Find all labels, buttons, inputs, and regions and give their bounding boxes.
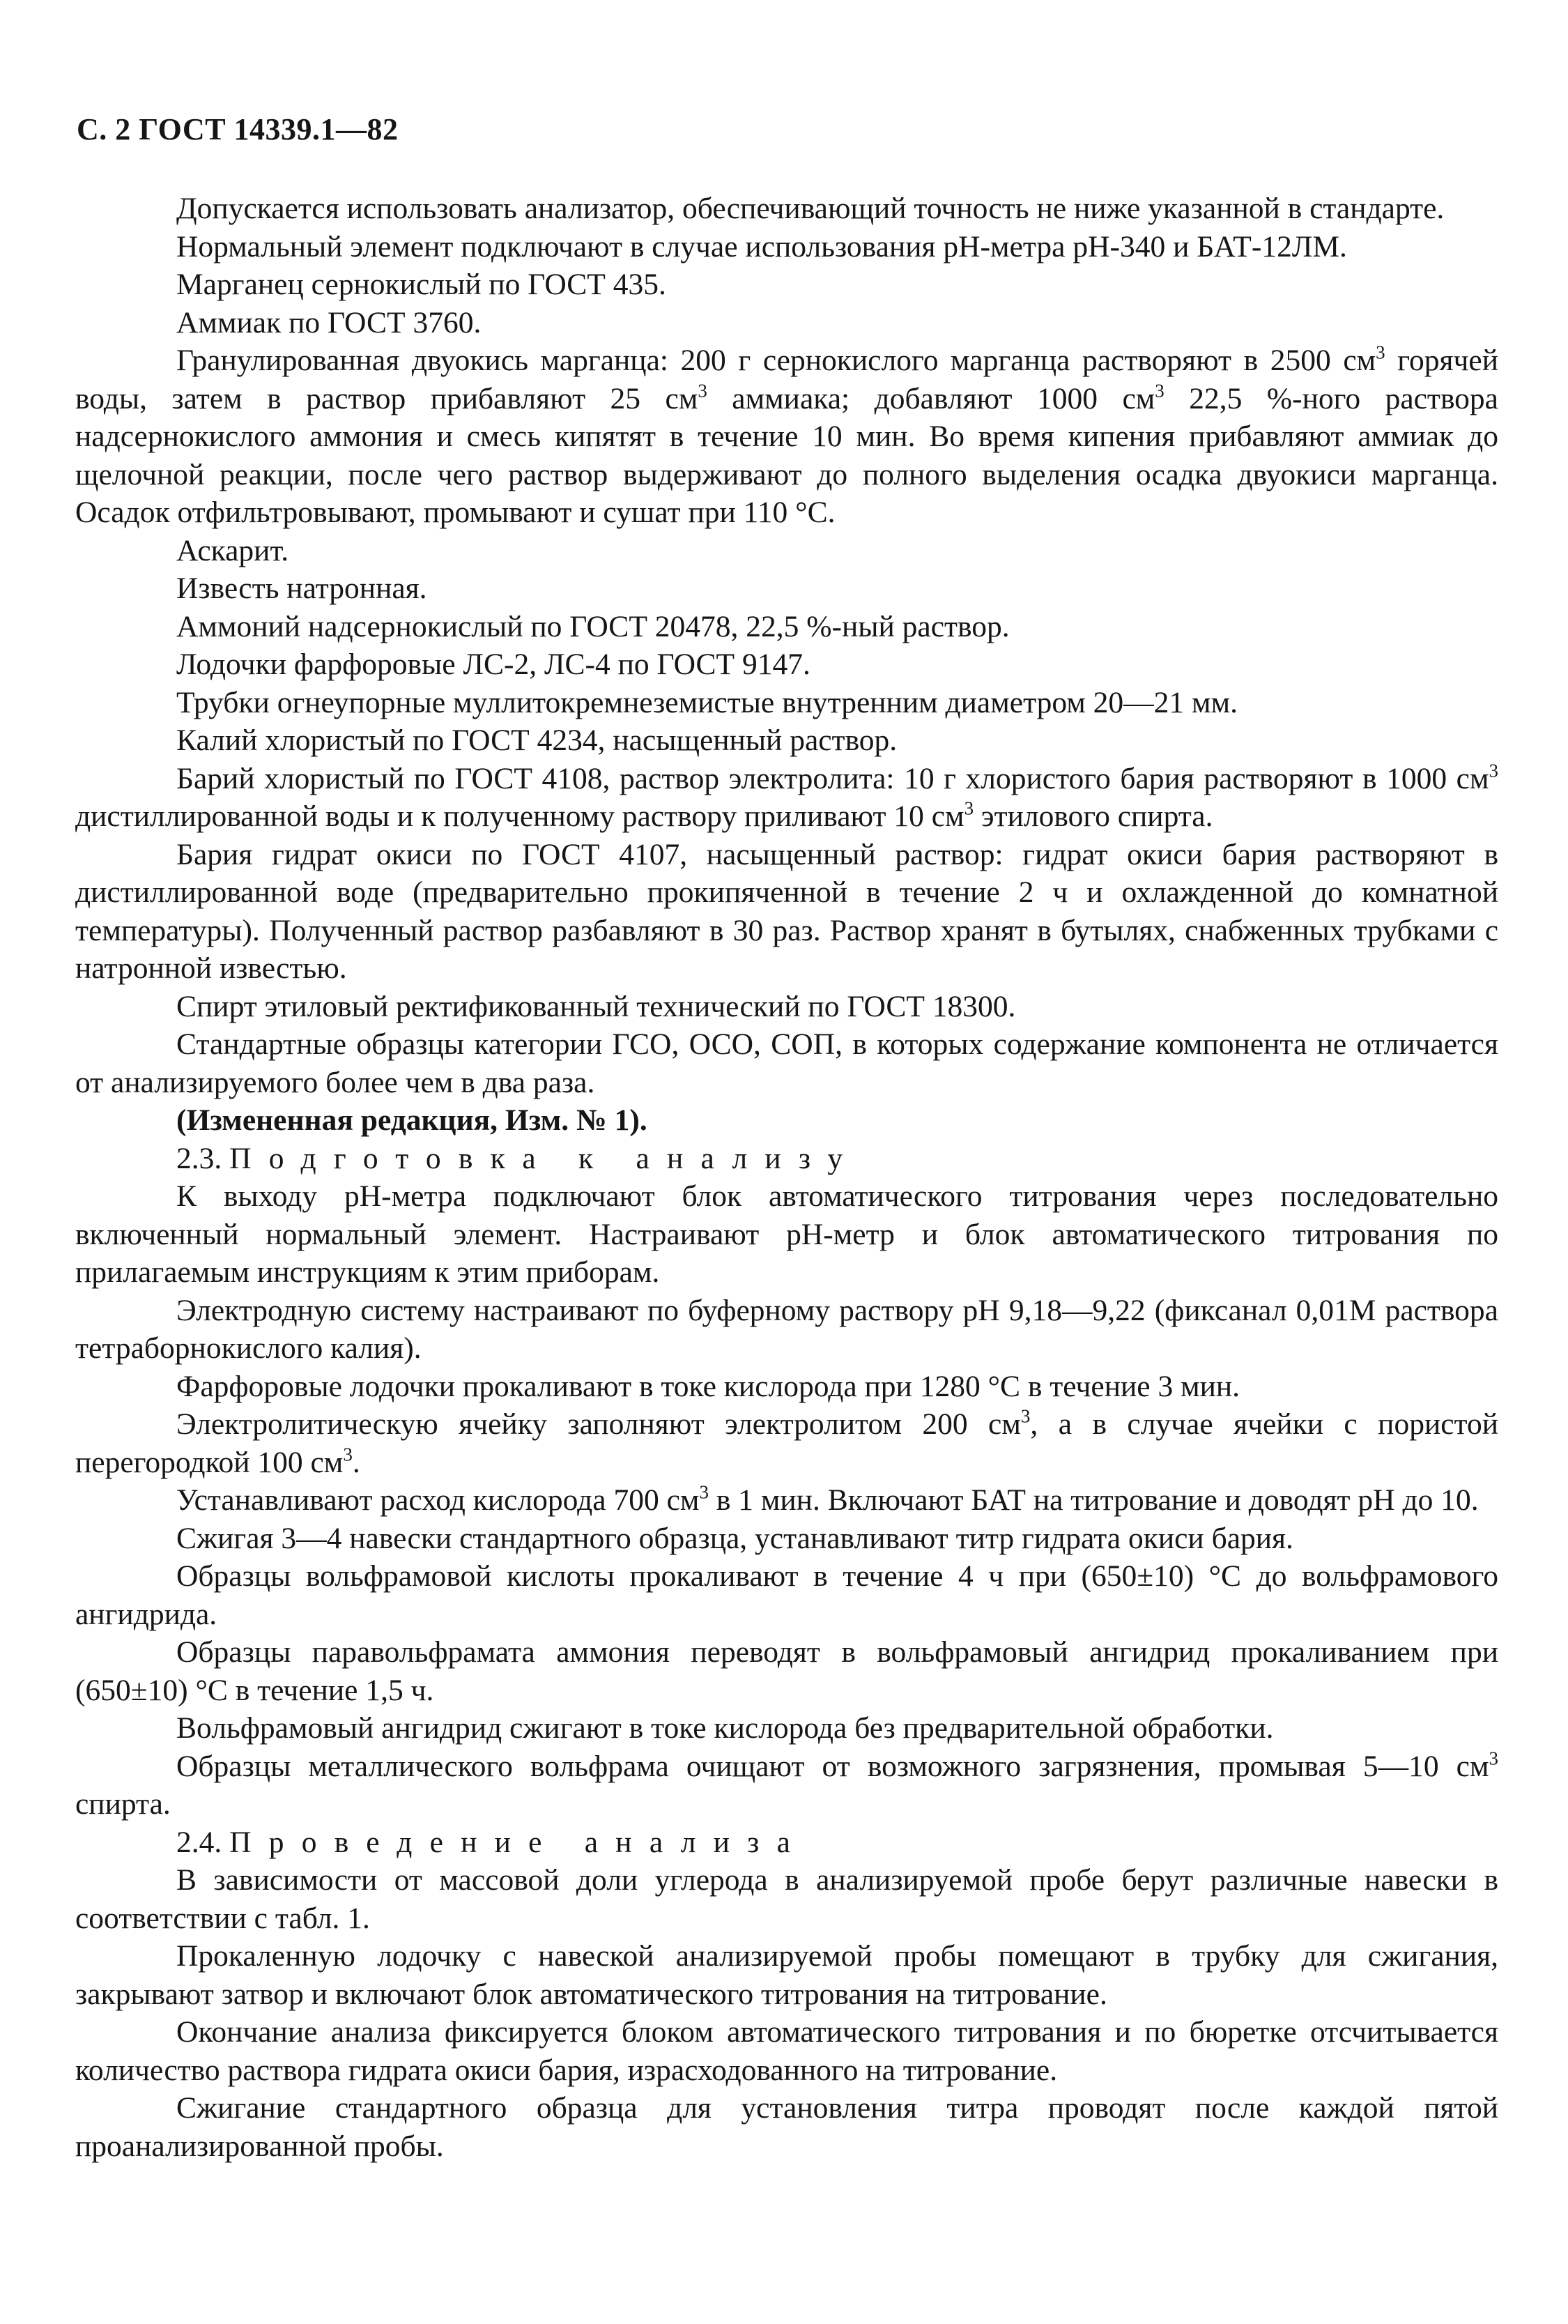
text-run: в 1 мин. Включают БАТ на титрование и доводят pH до 10. xyxy=(716,1483,1479,1517)
paragraph: Аскарит. xyxy=(176,533,289,567)
section-number: 2.4. xyxy=(176,1825,222,1859)
paragraph: Фарфоровые лодочки прокаливают в токе кислорода при 1280 °С в течение 3 мин. xyxy=(176,1369,1240,1403)
paragraph: Нормальный элемент подключают в случае использования pH-метра pH-340 и БАТ-12ЛМ. xyxy=(176,229,1347,263)
paragraph: Вольфрамовый ангидрид сжигают в токе кислорода без предварительной обработки. xyxy=(176,1711,1274,1745)
section-heading-2-4 xyxy=(75,1824,1498,1862)
text-run: Образцы металлического вольфрама очищают от возможного загрязнения, промывая 5—10 см xyxy=(176,1749,1489,1783)
paragraph: К выходу pH-метра подключают блок автоматического титрования через последовательно включенный нормальный элемент. Настраивают pH-метр и блок автоматического титрования по прилагаемым инструкциям к этим приборам. xyxy=(75,1179,1498,1289)
paragraph: В зависимости от массовой доли углерода в анализируемой пробе берут различные навески в соответствии с табл. 1. xyxy=(75,1863,1498,1935)
superscript: 3 xyxy=(1489,759,1498,781)
paragraph: Лодочки фарфоровые ЛС-2, ЛС-4 по ГОСТ 9147. xyxy=(176,648,810,681)
text-run: дистиллированной воды и к полученному раствору приливают 10 см xyxy=(75,800,964,833)
paragraph: Допускается использовать анализатор, обеспечивающий точность не ниже указанной в стандарте. xyxy=(176,192,1445,225)
paragraph: Аммиак по ГОСТ 3760. xyxy=(176,305,482,339)
paragraph: Сжигание стандартного образца для установления титра проводят после каждой пятой проанализированной пробы. xyxy=(75,2091,1498,2163)
superscript: 3 xyxy=(1489,1747,1498,1768)
text-run: . xyxy=(352,1445,360,1479)
paragraph: Марганец сернокислый по ГОСТ 435. xyxy=(176,268,666,301)
text-run: горячей воды, затем в раствор прибавляют 25 см xyxy=(75,344,1498,415)
text-run: этилового спирта. xyxy=(981,800,1213,833)
paragraph: Образцы паравольфрамата аммония переводят в вольфрамовый ангидрид прокаливанием при (650±10) °С в течение 1,5 ч. xyxy=(75,1635,1498,1707)
paragraph: Стандартные образцы категории ГСО, ОСО, СОП, в которых содержание компонента не отличается от анализируемого более чем в два раза. xyxy=(75,1027,1498,1099)
paragraph: Бария гидрат окиси по ГОСТ 4107, насыщенный раствор: гидрат окиси бария растворяют в дистиллированной воде (предварительно прокипяченной в течение 2 ч и охлажденной до комнатной температуры). Полученный раствор разбавляют в 30 раз. Раствор хранят в бутылях, снабженных трубками с натронной известью. xyxy=(75,837,1498,985)
text-run: , а в случае ячейки с пористой перегородкой 100 см xyxy=(75,1407,1498,1479)
paragraph-manganese-dioxide xyxy=(75,342,1498,532)
paragraph: Образцы вольфрамовой кислоты прокаливают в течение 4 ч при (650±10) °С до вольфрамового ангидрида. xyxy=(75,1559,1498,1631)
text-run: Электролитическую ячейку заполняют электролитом 200 см xyxy=(176,1407,1021,1441)
paragraph-tungsten-samples xyxy=(75,1748,1498,1824)
text-run: Устанавливают расход кислорода 700 см xyxy=(176,1483,700,1517)
paragraph: Прокаленную лодочку с навеской анализируемой пробы помещают в трубку для сжигания, закрывают затвор и включают блок автоматического титрования на титрование. xyxy=(75,1939,1498,2011)
text-run: Гранулированная двуокись марганца: 200 г сернокислого марганца растворяют в 2500 см xyxy=(176,344,1376,377)
paragraph-oxygen-flow xyxy=(75,1481,1498,1520)
paragraph-barium-chloride xyxy=(75,760,1498,836)
page-header: С. 2 ГОСТ 14339.1—82 xyxy=(77,112,399,146)
superscript: 3 xyxy=(698,379,707,401)
superscript: 3 xyxy=(343,1443,353,1465)
section-heading-2-3 xyxy=(75,1140,1498,1178)
paragraph: Трубки огнеупорные муллитокремнеземистые внутренним диаметром 20—21 мм. xyxy=(176,685,1238,719)
document-body xyxy=(75,190,1498,2165)
superscript: 3 xyxy=(1155,379,1165,401)
amendment-note: (Измененная редакция, Изм. № 1). xyxy=(176,1103,647,1137)
paragraph: Аммоний надсернокислый по ГОСТ 20478, 22,5 %-ный раствор. xyxy=(176,609,1010,643)
paragraph: Спирт этиловый ректификованный технический по ГОСТ 18300. xyxy=(176,989,1016,1023)
section-title: Проведение анализа xyxy=(229,1825,808,1859)
superscript: 3 xyxy=(1376,342,1385,363)
superscript: 3 xyxy=(1020,1405,1031,1427)
paragraph: Калий хлористый по ГОСТ 4234, насыщенный раствор. xyxy=(176,724,898,757)
paragraph: Сжигая 3—4 навески стандартного образца, устанавливают титр гидрата окиси бария. xyxy=(176,1521,1293,1555)
text-run: Барий хлористый по ГОСТ 4108, раствор электролита: 10 г хлористого бария растворяют в 1000 см xyxy=(176,761,1489,795)
section-number: 2.3. xyxy=(176,1141,222,1175)
paragraph-electrolytic-cell xyxy=(75,1405,1498,1481)
superscript: 3 xyxy=(699,1481,709,1503)
superscript: 3 xyxy=(964,797,974,819)
text-run: спирта. xyxy=(75,1787,171,1821)
paragraph: Окончание анализа фиксируется блоком автоматического титрования и по бюретке отсчитывается количество раствора гидрата окиси бария, израсходованного на титрование. xyxy=(75,2015,1498,2087)
text-run: 22,5 %-ного раствора надсернокислого аммония и смесь кипятят в течение 10 мин. Во время кипения прибавляют аммиак до щелочной реакции, после чего раствор выдерживают до полного выделения осадка двуокиси марганца. Осадок отфильтровывают, промывают и сушат при 110 °С. xyxy=(75,381,1498,529)
text-run: аммиака; добавляют 1000 см xyxy=(732,381,1155,415)
paragraph: Известь натронная. xyxy=(176,572,427,605)
paragraph: Электродную систему настраивают по буферному раствору pH 9,18—9,22 (фиксанал 0,01М раствора тетраборнокислого калия). xyxy=(75,1293,1498,1365)
section-title: Подготовка к анализу xyxy=(229,1141,861,1175)
